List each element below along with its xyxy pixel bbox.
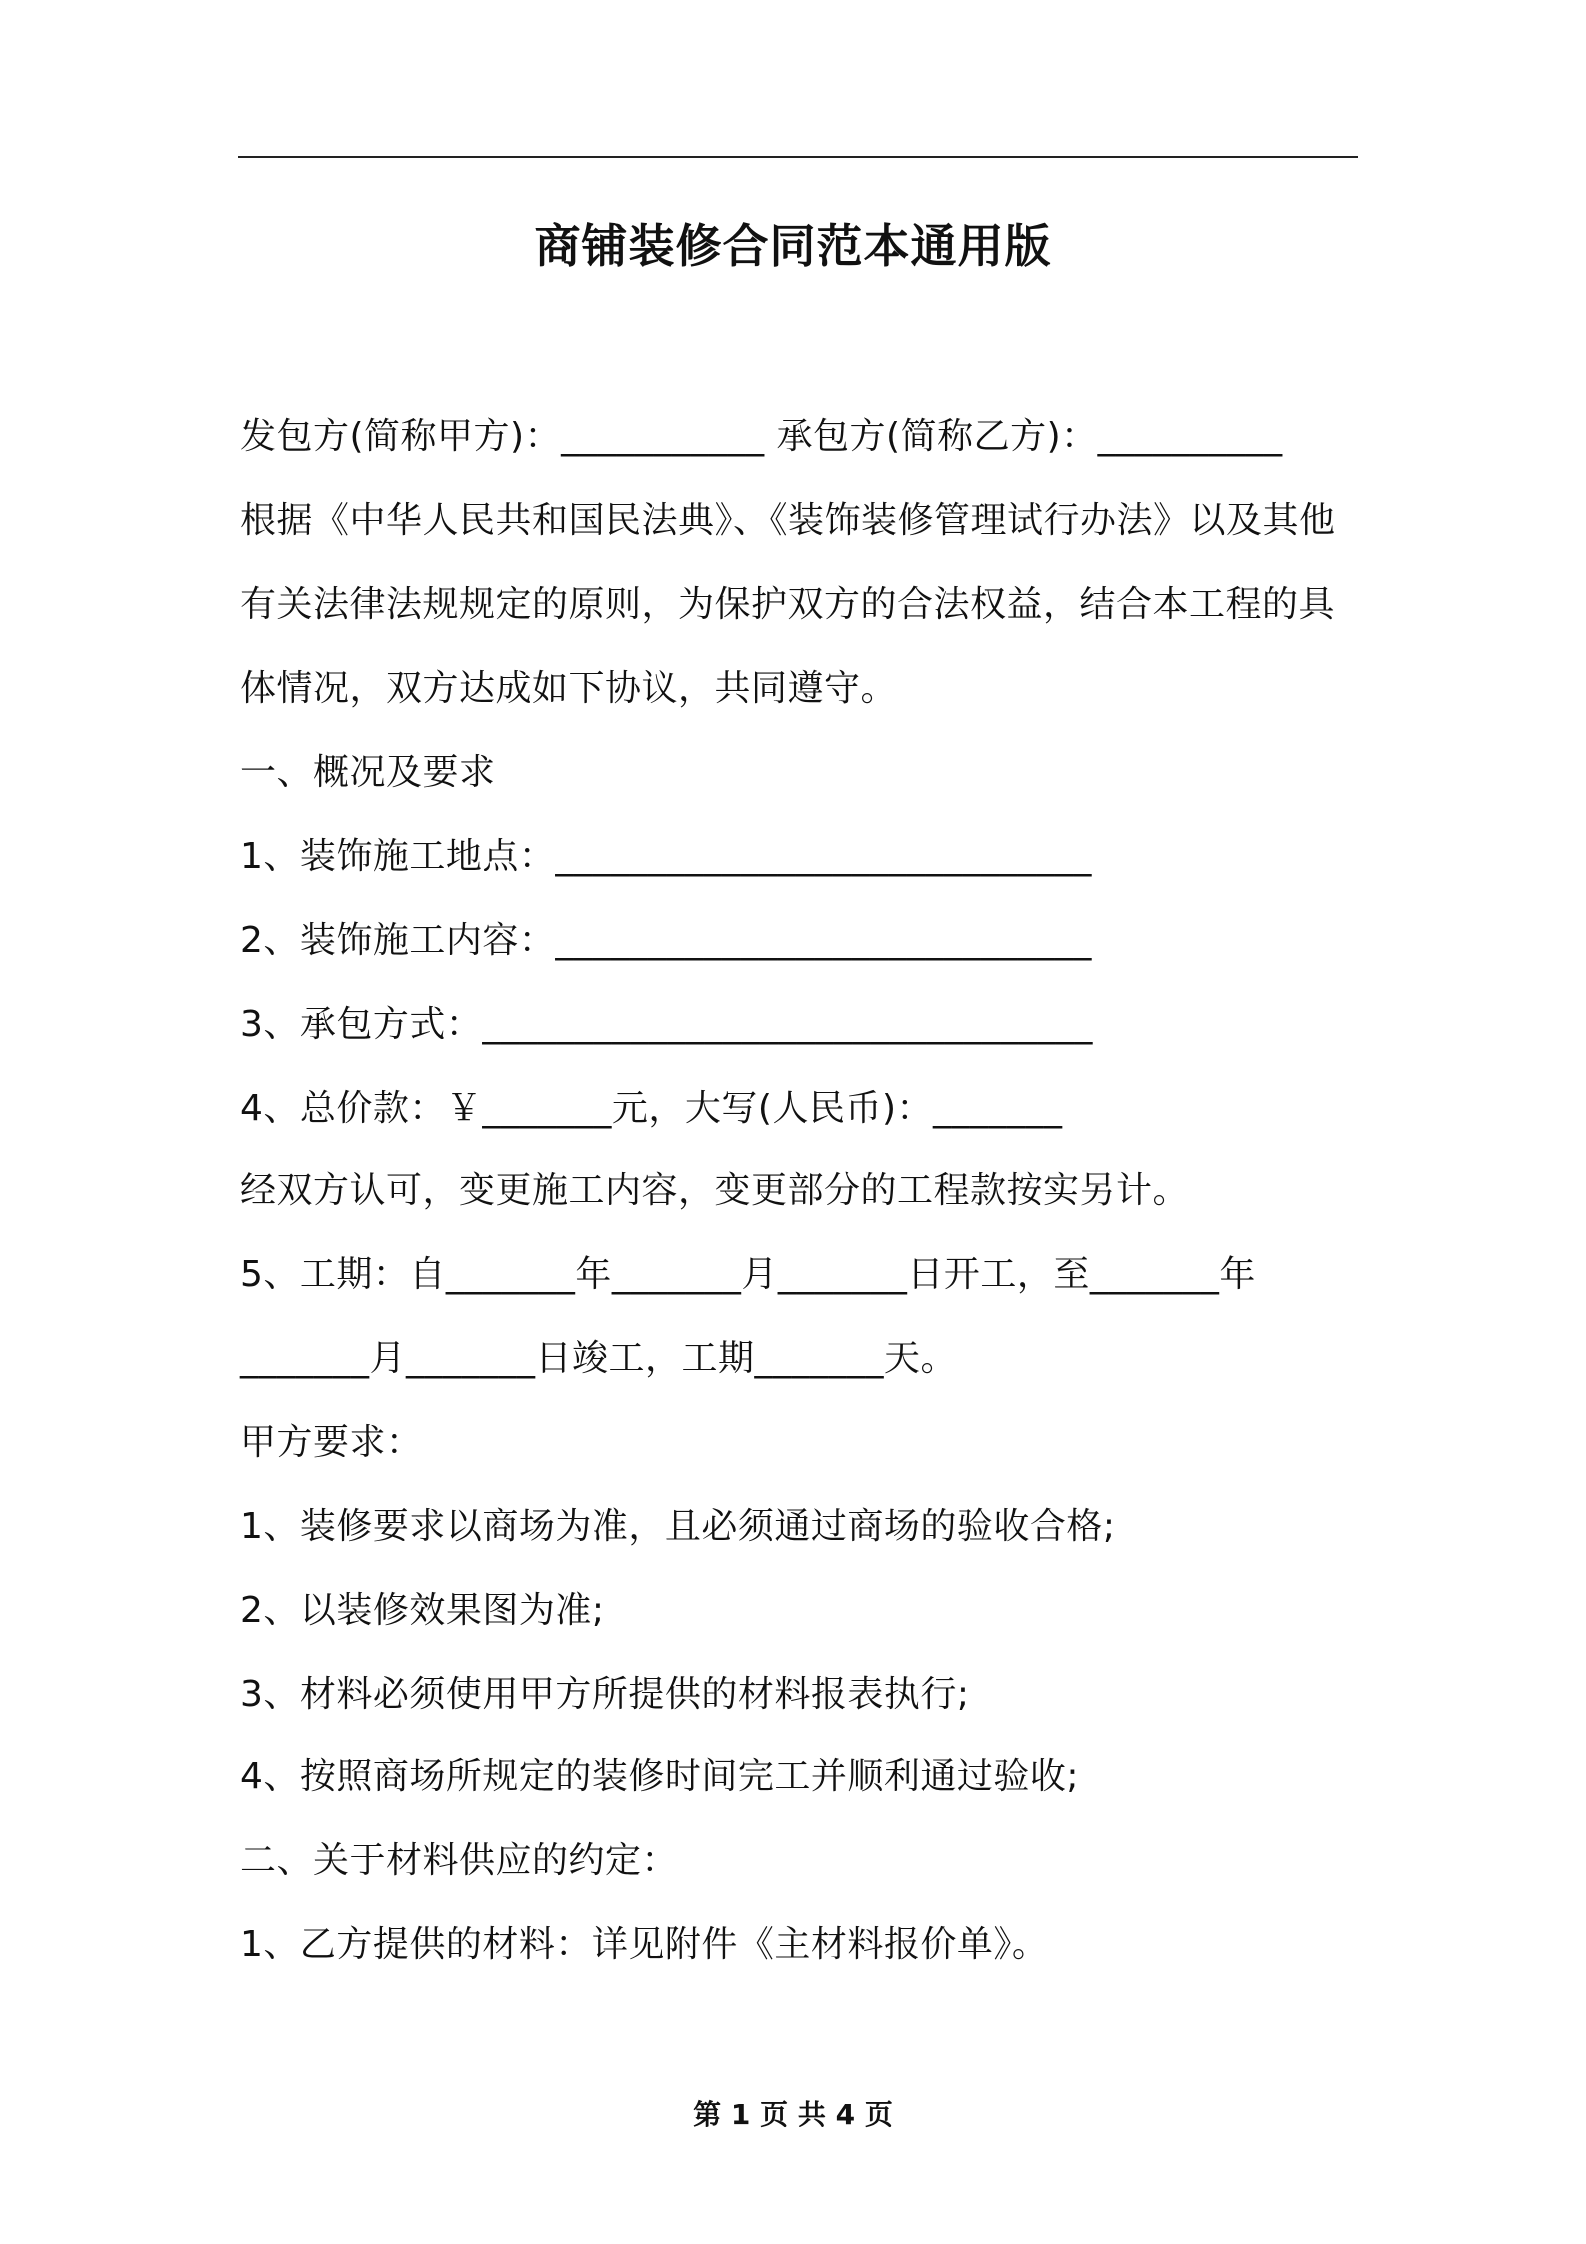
requirement-4: 4、按照商场所规定的装修时间完工并顺利通过验收; [240,1756,1080,1797]
parties-line: 发包方(简称甲方)：___________ 承包方(简称乙方)：__________ [240,416,1283,457]
section-heading-2: 二、关于材料供应的约定： [240,1840,679,1881]
requirement-2: 2、以装修效果图为准; [240,1590,605,1631]
material-clause-1: 1、乙方提供的材料：详见附件《主材料报价单》。 [240,1924,1049,1965]
preamble-line-1: 根据《中华人民共和国民法典》、《装饰装修管理试行办法》以及其他 [240,500,1336,541]
clause-content: 2、装饰施工内容：_____________________________ [240,920,1092,961]
preamble-line-2: 有关法律法规规定的原则，为保护双方的合法权益，结合本工程的具 [240,584,1336,625]
clause-price: 4、总价款：￥_______元，大写(人民币)：_______ [240,1088,1063,1129]
requirement-3: 3、材料必须使用甲方所提供的材料报表执行; [240,1674,970,1715]
header-rule [238,156,1358,158]
clause-location: 1、装饰施工地点：_____________________________ [240,836,1092,877]
requirement-1: 1、装修要求以商场为准，且必须通过商场的验收合格; [240,1506,1116,1547]
clause-method: 3、承包方式：_________________________________ [240,1004,1093,1045]
clause-schedule-2: _______月_______日竣工，工期_______天。 [240,1338,958,1379]
clause-price-note: 经双方认可，变更施工内容，变更部分的工程款按实另计。 [240,1170,1190,1211]
party-a-requirements-heading: 甲方要求： [240,1422,423,1463]
page-footer: 第 1 页 共 4 页 [693,2098,893,2131]
section-heading-1: 一、概况及要求 [240,752,496,793]
preamble-line-3: 体情况，双方达成如下协议，共同遵守。 [240,668,898,709]
clause-schedule-1: 5、工期：自_______年_______月_______日开工，至_______年 [240,1254,1256,1295]
document-title: 商铺装修合同范本通用版 [534,219,1052,273]
